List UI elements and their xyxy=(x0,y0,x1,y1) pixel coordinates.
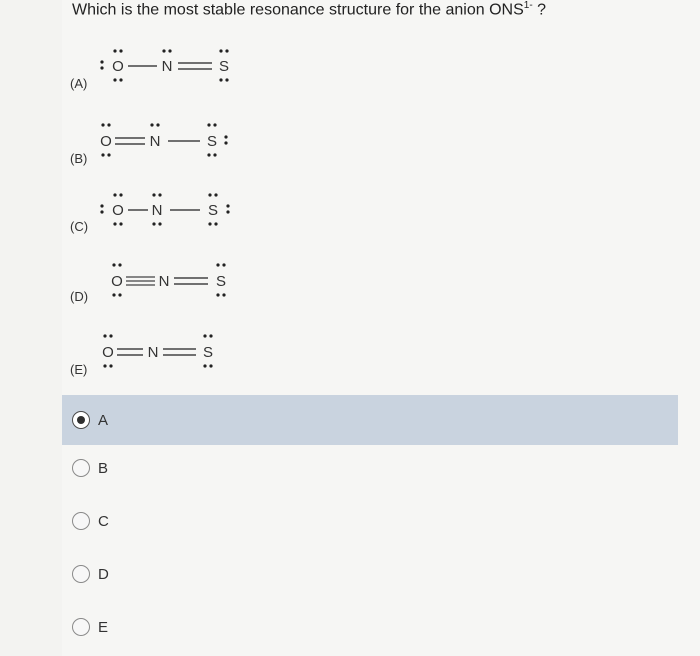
radio-button[interactable] xyxy=(72,618,90,636)
atom-n-c: N xyxy=(151,202,163,219)
atom-s-c: S xyxy=(207,202,219,219)
answer-option-label: B xyxy=(98,459,109,477)
answer-option-label: A xyxy=(98,411,109,429)
atom-n-d: N xyxy=(158,273,170,290)
lewis-structure-a xyxy=(100,49,229,81)
answer-option-b[interactable] xyxy=(62,443,678,493)
structure-label-d: (D) xyxy=(70,289,89,304)
structure-label-b: (B) xyxy=(70,151,88,166)
lewis-structure-e xyxy=(102,334,213,367)
structure-label-a: (A) xyxy=(70,76,88,91)
atom-o-c: O xyxy=(112,202,124,219)
radio-button[interactable] xyxy=(72,512,90,530)
lewis-structure-c xyxy=(100,193,229,225)
atom-o-a: O xyxy=(112,58,124,75)
answer-option-label: D xyxy=(98,565,109,583)
answer-option-label: C xyxy=(98,512,109,530)
radio-button[interactable] xyxy=(72,411,90,429)
answer-option-a[interactable] xyxy=(62,395,678,445)
atom-s-b: S xyxy=(206,133,218,150)
atom-o-e: O xyxy=(102,344,114,361)
atom-s-e: S xyxy=(202,344,214,361)
structure-label-e: (E) xyxy=(70,362,88,377)
atom-s-d: S xyxy=(215,273,227,290)
answer-option-d[interactable] xyxy=(62,549,678,599)
question-text: Which is the most stable resonance structure for the anion $ONS^{1-}$ ? xyxy=(72,0,547,19)
answer-option-c[interactable] xyxy=(62,496,678,546)
lewis-structure-b xyxy=(100,123,227,156)
answer-option-e[interactable] xyxy=(62,602,678,652)
atom-s-a: S xyxy=(218,58,230,75)
structure-label-c: (C) xyxy=(70,219,89,234)
atom-n-e: N xyxy=(147,344,159,361)
radio-button[interactable] xyxy=(72,459,90,477)
answer-option-label: E xyxy=(98,618,109,636)
radio-button[interactable] xyxy=(72,565,90,583)
atom-n-b: N xyxy=(149,133,161,150)
lewis-structure-d xyxy=(111,263,226,296)
atom-o-d: O xyxy=(111,273,123,290)
atom-o-b: O xyxy=(100,133,112,150)
atom-n-a: N xyxy=(161,58,173,75)
